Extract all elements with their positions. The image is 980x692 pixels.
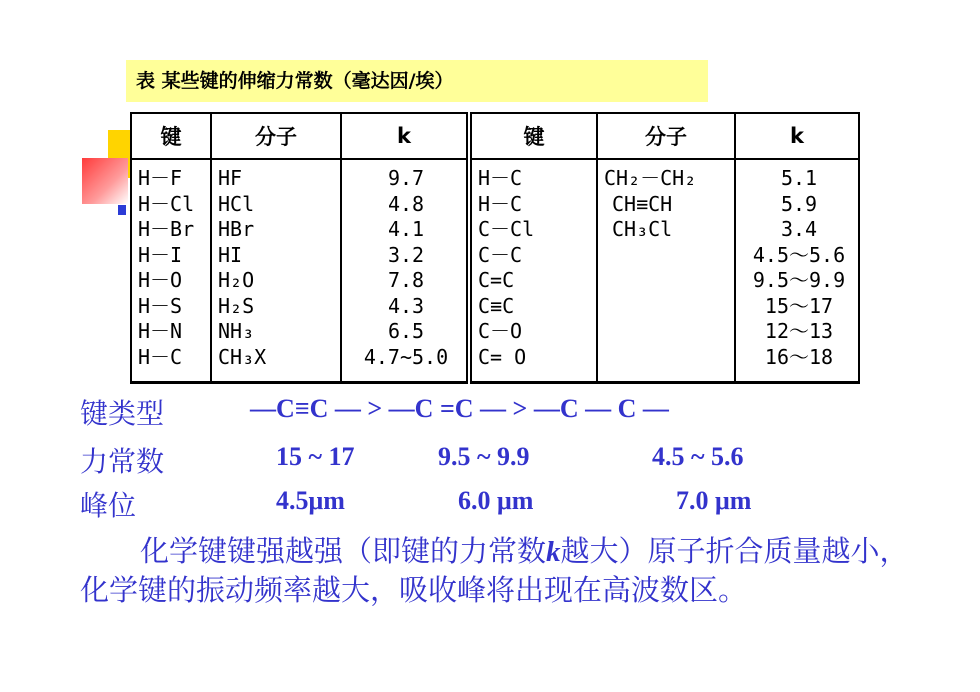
table-cell: 16～18 <box>764 344 834 369</box>
left-k-cell <box>341 159 469 383</box>
table-cell: 9.7 <box>387 166 425 190</box>
table-cell: H₂S <box>218 293 255 318</box>
table-cell: 4.1 <box>387 217 425 241</box>
paragraph-part-1: 化学键键强越强（即键的力常数 <box>140 534 547 568</box>
paragraph-part-2: 越大）原子折合质量越小，化学键的振动频率越大，吸收峰将出现在高波数区。 <box>80 534 909 607</box>
table-cell: H－Br <box>138 217 195 241</box>
peak-value-single: 7.0 μm <box>676 486 752 515</box>
bond-type-label: 键类型 <box>80 397 165 430</box>
header-bond: 键 <box>131 113 211 159</box>
table-cell: 3.4 <box>780 217 818 241</box>
table-cell: H－S <box>138 293 183 318</box>
peak-value-double: 6.0 μm <box>458 486 534 515</box>
table-cell: C－Cl <box>478 217 535 241</box>
header-bond-2: 键 <box>469 113 597 159</box>
paragraph-k-symbol: k <box>546 536 561 568</box>
table-cell: 5.1 <box>780 166 818 190</box>
header-molecule: 分子 <box>211 113 341 159</box>
table-cell: H－C <box>478 166 523 190</box>
table-cell: C=C <box>478 268 515 292</box>
force-constant-table <box>130 112 860 384</box>
table-caption: 表 某些键的伸缩力常数（毫达因/埃） <box>126 60 708 102</box>
table-cell: 15～17 <box>764 293 834 318</box>
table-cell: 4.8 <box>387 191 425 216</box>
table-cell: 9.5～9.9 <box>752 268 846 292</box>
table-cell: 7.8 <box>387 268 425 292</box>
force-constant-label: 力常数 <box>80 445 165 478</box>
table-cell: C≡C <box>478 293 515 318</box>
peak-value-triple: 4.5μm <box>276 486 345 515</box>
table-cell: HF <box>218 166 243 190</box>
table-cell: HI <box>218 242 243 267</box>
right-bonds-cell <box>469 159 597 383</box>
table-cell: C－O <box>478 319 523 343</box>
table-cell: 6.5 <box>387 319 425 343</box>
table-cell: C－C <box>478 242 523 267</box>
left-molecules-cell <box>211 159 341 383</box>
table-cell: 5.9 <box>780 191 818 216</box>
table-cell: C= O <box>478 344 527 369</box>
force-value-triple: 15 ~ 17 <box>276 442 355 471</box>
bond-type-value: —C≡C — > —C =C — > —C — C — <box>250 394 669 423</box>
table-cell: 4.5～5.6 <box>752 242 846 267</box>
table-cell: HCl <box>218 191 255 216</box>
decorative-red-block <box>82 158 128 204</box>
table-cell: H－C <box>138 344 183 369</box>
force-value-single: 4.5 ~ 5.6 <box>652 442 744 471</box>
explanation-paragraph <box>80 532 910 609</box>
table-cell: 4.7~5.0 <box>363 344 449 369</box>
table-cell: 3.2 <box>387 242 425 267</box>
table-cell: 12～13 <box>764 319 834 343</box>
table-cell: CH₂－CH₂ <box>604 166 697 190</box>
table-cell: H₂O <box>218 268 255 292</box>
right-molecules-cell <box>597 159 735 383</box>
table-cell: H－C <box>478 191 523 216</box>
peak-position-label: 峰位 <box>80 489 137 522</box>
header-molecule-2: 分子 <box>597 113 735 159</box>
table-cell: HBr <box>218 217 255 241</box>
table-cell: CH₃Cl <box>612 217 673 241</box>
header-k-2: k <box>735 113 859 159</box>
left-bonds-cell <box>131 159 211 383</box>
table-cell: H－F <box>138 166 183 190</box>
table-cell: 4.3 <box>387 293 425 318</box>
table-cell: H－I <box>138 242 183 267</box>
table-cell: H－Cl <box>138 191 195 216</box>
header-k: k <box>341 113 469 159</box>
table-cell: CH≡CH <box>612 191 673 216</box>
table-cell: NH₃ <box>218 319 255 343</box>
table-cell: CH₃X <box>218 344 267 369</box>
decorative-blue-block <box>118 205 126 215</box>
table-cell: H－O <box>138 268 183 292</box>
force-value-double: 9.5 ~ 9.9 <box>438 442 530 471</box>
right-k-cell <box>735 159 859 383</box>
table-cell: H－N <box>138 319 183 343</box>
